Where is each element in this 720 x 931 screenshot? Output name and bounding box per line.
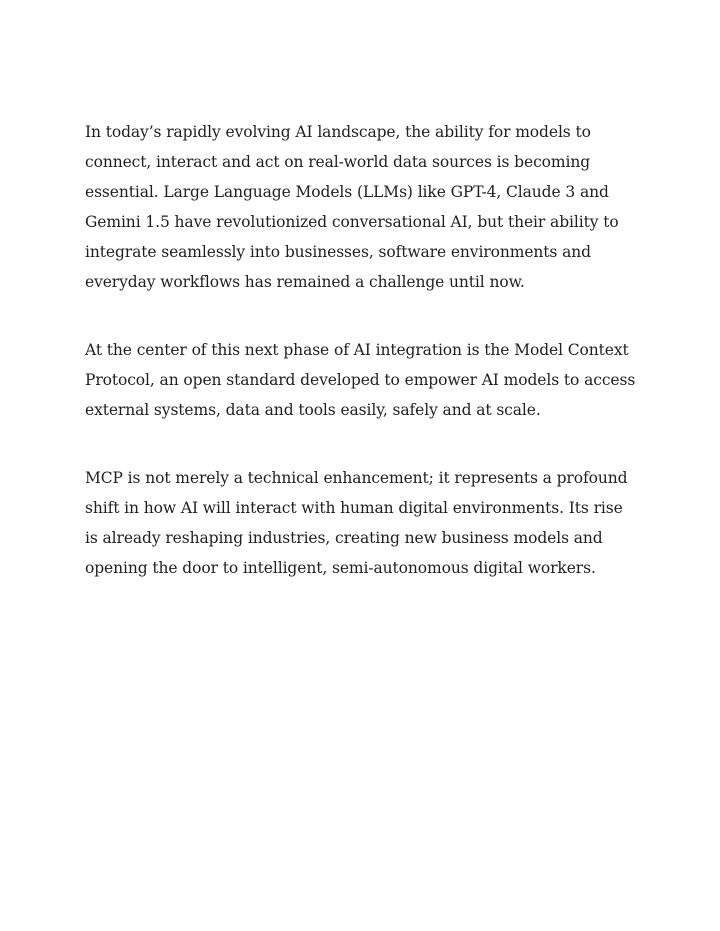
text-line: At the center of this next phase of AI integration is the Model Context [85, 341, 629, 359]
text-line: everyday workflows has remained a challenge until now. [85, 273, 525, 291]
text-line: opening the door to intelligent, semi-autonomous digital workers. [85, 559, 596, 577]
paragraph-mcp-definition [85, 335, 645, 425]
paragraph-mcp-impact [85, 463, 645, 583]
text-line: external systems, data and tools easily, safely and at scale. [85, 401, 541, 419]
text-line: integrate seamlessly into businesses, software environments and [85, 243, 591, 261]
text-line: is already reshaping industries, creating new business models and [85, 529, 603, 547]
text-line: MCP is not merely a technical enhancement; it represents a profound [85, 469, 628, 487]
paragraph-intro [85, 117, 645, 297]
text-line: shift in how AI will interact with human digital environments. Its rise [85, 499, 623, 517]
article-body [85, 117, 645, 621]
text-line: essential. Large Language Models (LLMs) like GPT-4, Claude 3 and [85, 183, 609, 201]
text-line: Gemini 1.5 have revolutionized conversational AI, but their ability to [85, 213, 619, 231]
text-line: connect, interact and act on real-world data sources is becoming [85, 153, 591, 171]
text-line: In today’s rapidly evolving AI landscape, the ability for models to [85, 123, 591, 141]
text-line: Protocol, an open standard developed to empower AI models to access [85, 371, 636, 389]
